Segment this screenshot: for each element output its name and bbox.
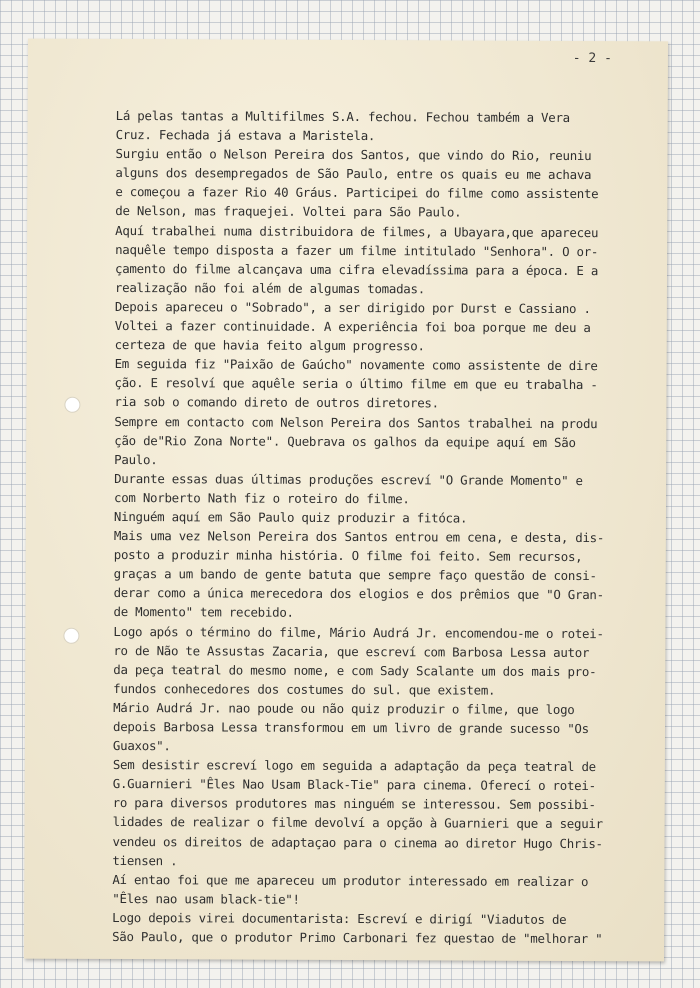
text-line: Lá pelas tantas a Multifilmes S.A. fechou. Fechou também a Vera: [115, 107, 570, 125]
text-line: posto a produzir minha história. O filme foi feito. Sem recursos,: [113, 547, 583, 565]
text-line: Mais uma vez Nelson Pereira dos Santos entrou em cena, e desta, dis-: [113, 528, 605, 546]
text-line: com Norberto Nath fiz o roteiro do filme.: [113, 489, 410, 507]
text-line: Durante essas duas últimas produções escreví "O Grande Momento" e: [114, 470, 583, 488]
text-line: fundos conhecedores dos costumes do sul. que existem.: [113, 680, 496, 698]
text-line: Logo depois virei documentarista: Escreví e dirigí "Viadutos de: [112, 909, 567, 927]
text-line: G.Guarnieri "Êles Nao Usam Black-Tie" para cinema. Oferecí o rotei-: [112, 776, 596, 794]
text-line: "Êles nao usam black-tie"!: [112, 890, 300, 907]
text-line: realização não foi além de algumas tomadas.: [114, 279, 425, 297]
text-line: alguns dos desempregados de São Paulo, entre os quais eu me achava: [115, 165, 592, 183]
text-line: çamento do filme alcançava uma cifra elevadíssima para a época. E a: [114, 260, 599, 278]
text-line: Logo após o término do filme, Mário Audrá Jr. encomendou-me o rotei-: [113, 623, 604, 641]
text-line: Guaxos".: [112, 738, 171, 754]
text-line: Aí entao foi que me apareceu um produtor interessado em realizar o: [112, 871, 589, 889]
text-line: da peça teatral do mesmo nome, e com Sady Scalante um dos mais pro-: [113, 661, 597, 679]
text-line: Surgiu então o Nelson Pereira dos Santos, que vindo do Rio, reuniu: [115, 146, 592, 164]
text-line: derar como a única merecedora dos elogios e dos prêmios que "O Gran-: [113, 585, 604, 603]
text-line: ção de"Rio Zona Norte". Quebrava os galhos da equipe aquí em São: [114, 432, 576, 450]
text-line: depois Barbosa Lessa transformou em um livro de grande sucesso "Os: [112, 718, 589, 737]
text-line: Sem desistir escreví logo em seguida a adaptação da peça teatral de: [112, 757, 596, 775]
text-line: certeza de que havia feito algum progresso.: [114, 337, 425, 354]
text-line: de Momento" tem recebido.: [113, 604, 294, 621]
text-line: vendeu os direitos de adaptaçao para o cinema ao diretor Hugo Chris-: [112, 833, 603, 851]
text-line: Depois apareceu o "Sobrado", a ser dirigido por Durst e Cassiano .: [114, 298, 591, 317]
punch-hole: [63, 628, 79, 644]
text-line: ro de Não te Assustas Zacaria, que escreví com Barbosa Lessa autor: [113, 642, 590, 660]
text-line: graças a um bando de gente batuta que sempre faço questão de consi-: [113, 566, 597, 584]
text-line: lidades de realizar o filme devolví a opção à Guarnieri que a seguir: [112, 814, 603, 832]
typed-page: [24, 39, 668, 962]
text-line: Ninguém aquí em São Paulo quiz produzir a fitóca.: [113, 508, 468, 526]
text-line: naquêle tempo disposta a fazer um filme intitulado "Senhora". O or-: [115, 241, 599, 259]
text-line: ria sob o comando direto de outros diretores.: [114, 394, 439, 411]
text-line: São Paulo, que o produtor Primo Carbonari fez questao de "melhorar ": [112, 929, 603, 947]
text-line: Paulo.: [114, 451, 158, 467]
text-line: Aquí trabalhei numa distribuidora de filmes, a Ubayara,que apareceu: [115, 222, 599, 240]
text-line: tiensen .: [112, 852, 178, 868]
text-line: Sempre em contacto com Nelson Pereira dos Santos trabalhei na produ: [114, 413, 598, 431]
text-line: de Nelson, mas fraquejei. Voltei para São Paulo.: [115, 203, 462, 220]
text-line: ro para diversos produtores mas ninguém se interessou. Sem possibi-: [112, 795, 596, 813]
text-line: Em seguida fiz "Paixão de Gaúcho" novamente como assistente de dire: [114, 356, 598, 374]
text-line: e começou a fazer Rio 40 Gráus. Participei do filme como assistente: [115, 184, 599, 202]
text-line: Mário Audrá Jr. nao poude ou não quiz produzir o filme, que logo: [113, 699, 575, 717]
text-line: ção. E resolví que aquêle seria o último filme em que eu trabalha -: [114, 375, 598, 393]
text-line: Voltei a fazer continuidade. A experiência foi boa porque me deu a: [114, 318, 591, 336]
punch-hole: [64, 397, 80, 413]
text-line: Cruz. Fechada já estava a Maristela.: [115, 127, 376, 144]
typed-text-body: [112, 106, 656, 948]
page-number: - 2 -: [572, 50, 612, 67]
